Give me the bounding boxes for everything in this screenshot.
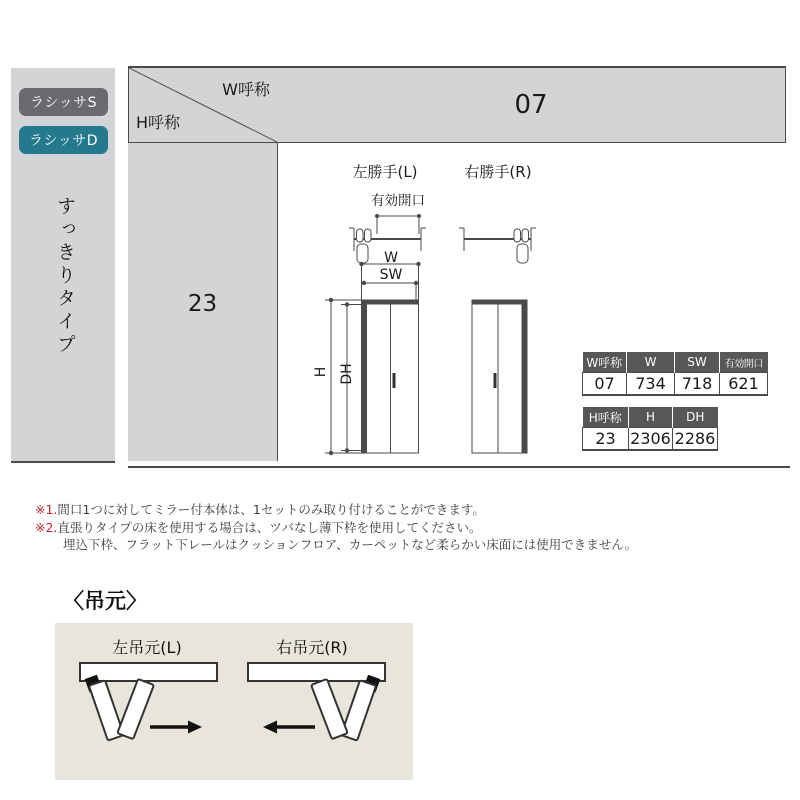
note-line-3 — [35, 536, 735, 554]
w-designation-header: W呼称 — [222, 80, 270, 99]
h-value-text: 23 — [187, 291, 218, 317]
hanging-right-label: 右吊元(R) — [276, 638, 348, 657]
note-text-1: 間口1つに対してミラー付本体は、1セットのみ取り付けることができます。 — [57, 502, 485, 517]
effective-opening-label: 有効開口 — [371, 193, 425, 209]
width-spec-header-row — [583, 352, 768, 373]
val-dh: 2286 — [673, 428, 718, 451]
col-dh: DH — [673, 407, 718, 428]
width-spec-table — [582, 352, 768, 396]
val-w: 734 — [627, 373, 675, 396]
note-line-1 — [35, 501, 735, 519]
note-text-2: 直張りタイプの床を使用する場合は、ツバなし薄下枠を使用してください。 — [57, 519, 482, 535]
hanging-section-title: 〈吊元〉 — [63, 589, 147, 613]
note-marker-1: ※1. — [35, 502, 58, 517]
dim-h-label: H — [313, 366, 329, 378]
left-hand-label: 左勝手(L) — [352, 163, 418, 181]
val-sw: 718 — [675, 373, 720, 396]
elevation-left-door — [362, 300, 419, 453]
val-effective-opening: 621 — [720, 373, 768, 396]
width-spec-value-row — [583, 373, 768, 396]
height-spec-value-row — [583, 428, 718, 451]
col-effective-opening: 有効開口 — [720, 352, 768, 373]
dim-dh-label: DH — [339, 363, 355, 385]
section-bottom-rule — [128, 466, 790, 468]
col-h-designation: H呼称 — [583, 407, 629, 428]
dim-w-label: W — [384, 250, 398, 266]
height-spec-table — [582, 407, 718, 451]
note-text-3: 埋込下枠、フラット下レールはクッションフロア、カーペットなど柔らかい床面には使用できません。 — [63, 537, 638, 552]
elevation-right-door — [472, 300, 527, 453]
door-handle-right — [494, 373, 497, 388]
val-h-designation: 23 — [583, 428, 629, 451]
col-h: H — [629, 407, 673, 428]
plan-view-right — [459, 228, 536, 263]
w-designation-value: 07 — [277, 66, 786, 143]
height-spec-header-row — [583, 407, 718, 428]
h-designation-header: H呼称 — [136, 113, 181, 132]
val-h: 2306 — [630, 429, 671, 448]
dim-sw-label: SW — [379, 267, 403, 283]
series-sidebar — [11, 68, 115, 463]
right-hand-label: 右勝手(R) — [464, 163, 532, 181]
note-marker-2: ※2. — [35, 519, 58, 535]
matrix-header-cell — [128, 66, 278, 143]
hanging-left-label: 左吊元(L) — [112, 638, 182, 657]
type-label: すっきりタイプ — [54, 196, 76, 357]
h-designation-value — [128, 143, 278, 461]
val-w-designation: 07 — [583, 373, 627, 396]
door-handle-left — [393, 373, 396, 388]
col-w: W — [627, 352, 675, 373]
note-line-2 — [35, 519, 735, 537]
col-w-designation: W呼称 — [583, 352, 627, 373]
tab-lasissa-d[interactable]: ラシッサD — [19, 126, 108, 154]
notes-block — [35, 501, 735, 554]
col-sw: SW — [675, 352, 720, 373]
tab-lasissa-s[interactable]: ラシッサS — [19, 88, 108, 116]
